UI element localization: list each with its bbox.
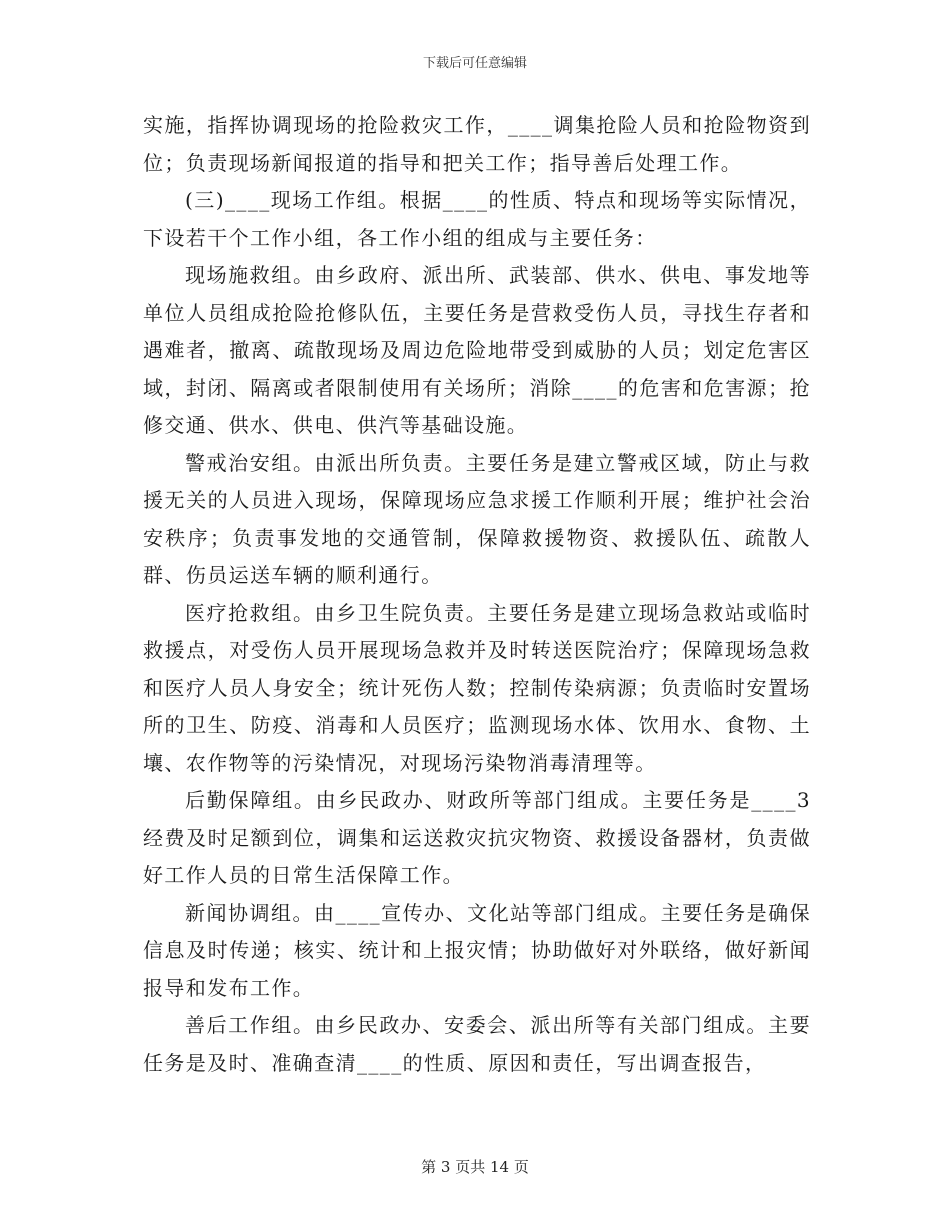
- page-footer: 第 3 页共 14 页: [421, 1158, 529, 1176]
- document-body: [143, 107, 811, 1082]
- paragraph-medical-team: 医疗抢救组。由乡卫生院负责。主要任务是建立现场急救站或临时救援点，对受伤人员开展现场急救并及时转送医院治疗；保障现场急救和医疗人员人身安全；统计死伤人数；控制传染病源；负责临时安置场所的卫生、防疫、消毒和人员医疗；监测现场水体、饮用水、食物、土壤、农作物等的污染情况，对现场污染物消毒清理等。: [143, 600, 811, 775]
- paragraph-rescue-team: 现场施救组。由乡政府、派出所、武装部、供水、供电、事发地等单位人员组成抢险抢修队伍，主要任务是营救受伤人员，寻找生存者和遇难者，撤离、疏散现场及周边危险地带受到威胁的人员；划定危害区域，封闭、隔离或者限制使用有关场所；消除____的危害和危害源；抢修交通、供水、供电、供汽等基础设施。: [143, 263, 811, 437]
- paragraph-logistics-team: 后勤保障组。由乡民政办、财政所等部门组成。主要任务是____3经费及时足额到位，调集和运送救灾抗灾物资、救援设备器材，负责做好工作人员的日常生活保障工作。: [143, 788, 811, 887]
- paragraph-news-team: 新闻协调组。由____宣传办、文化站等部门组成。主要任务是确保信息及时传递；核实、统计和上报灾情；协助做好对外联络，做好新闻报导和发布工作。: [143, 900, 811, 1000]
- paragraph-site-workgroup: (三)____现场工作组。根据____的性质、特点和现场等实际情况，下设若干个工作小组，各工作小组的组成与主要任务：: [143, 188, 811, 250]
- paragraph-security-team: 警戒治安组。由派出所负责。主要任务是建立警戒区域，防止与救援无关的人员进入现场，保障现场应急求援工作顺利开展；维护社会治安秩序；负责事发地的交通管制，保障救援物资、救援队伍、疏散人群、伤员运送车辆的顺利通行。: [143, 450, 811, 587]
- paragraph-aftermath-team: 善后工作组。由乡民政办、安委会、派出所等有关部门组成。主要任务是及时、准确查清____的性质、原因和责任，写出调查报告，: [143, 1013, 811, 1075]
- page-header: 下载后可任意编辑: [422, 56, 527, 71]
- paragraph-continuation: 实施，指挥协调现场的抢险救灾工作，____调集抢险人员和抢险物资到位；负责现场新闻报道的指导和把关工作；指导善后处理工作。: [143, 113, 811, 175]
